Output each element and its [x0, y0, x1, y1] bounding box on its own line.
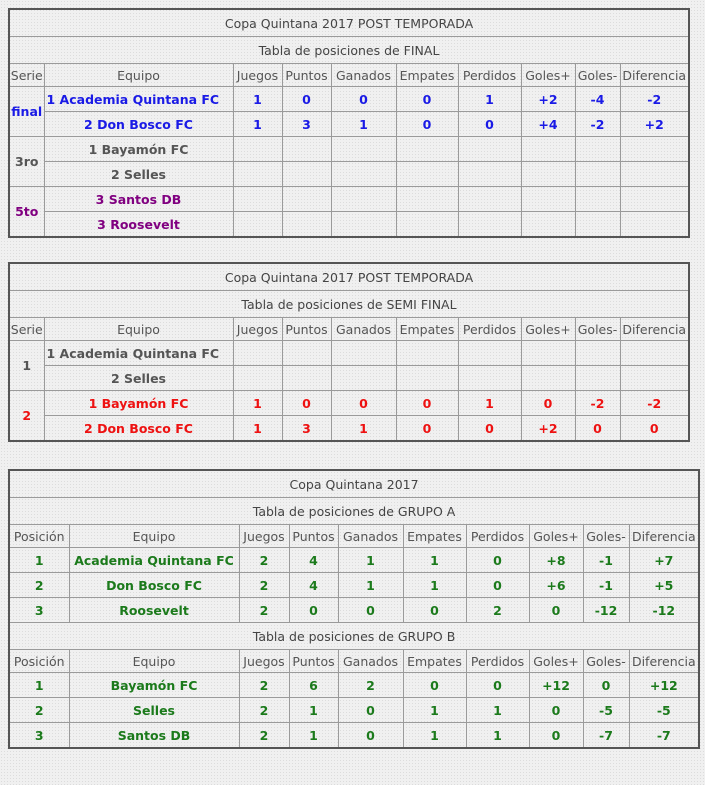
column-header: Goles+: [529, 650, 583, 673]
team-name: 2 Don Bosco FC: [44, 416, 233, 442]
stat-cell: 1: [403, 698, 466, 723]
stat-cell: 0: [338, 723, 403, 749]
stat-cell: -5: [629, 698, 699, 723]
stat-cell: 0: [289, 598, 338, 623]
stat-cell: 1: [233, 416, 282, 442]
stat-cell: [575, 366, 620, 391]
table-row: [9, 187, 689, 212]
table-row: [9, 673, 699, 698]
column-header: Goles+: [521, 64, 575, 87]
stat-cell: [575, 341, 620, 366]
stat-cell: -7: [583, 723, 629, 749]
stat-cell: 1: [289, 723, 338, 749]
stat-cell: [233, 137, 282, 162]
stat-cell: 0: [458, 416, 521, 442]
team-name: 1 Academia Quintana FC: [44, 87, 233, 112]
stat-cell: +2: [521, 87, 575, 112]
column-header: Empates: [396, 318, 458, 341]
column-header: Puntos: [289, 525, 338, 548]
semifinal-header-row: [9, 318, 689, 341]
stat-cell: 1: [289, 698, 338, 723]
column-header: Empates: [403, 650, 466, 673]
table-row: [9, 391, 689, 416]
column-header: Juegos: [239, 525, 289, 548]
stat-cell: -1: [583, 548, 629, 573]
group-a-header-row: [9, 525, 699, 548]
stat-cell: 0: [403, 598, 466, 623]
column-header: Goles-: [575, 64, 620, 87]
semifinal-subtitle: Tabla de posiciones de SEMI FINAL: [9, 291, 689, 318]
stat-cell: [458, 366, 521, 391]
column-header: Serie: [9, 318, 44, 341]
stat-cell: [521, 341, 575, 366]
final-header-row: [9, 64, 689, 87]
stat-cell: 0: [529, 598, 583, 623]
serie-label: final: [9, 87, 44, 137]
stat-cell: [620, 137, 689, 162]
column-header: Diferencia: [620, 64, 689, 87]
stat-cell: [575, 162, 620, 187]
stat-cell: 0: [529, 723, 583, 749]
stat-cell: [575, 187, 620, 212]
stat-cell: 1: [331, 416, 396, 442]
table-row: [9, 112, 689, 137]
position-cell: 1: [9, 548, 69, 573]
column-header: Puntos: [282, 318, 331, 341]
stat-cell: [396, 187, 458, 212]
final-standings-table: [8, 8, 690, 238]
team-name: Don Bosco FC: [69, 573, 239, 598]
serie-label: 5to: [9, 187, 44, 238]
team-name: Academia Quintana FC: [69, 548, 239, 573]
column-header: Perdidos: [466, 650, 529, 673]
table-row: [9, 698, 699, 723]
table-row: [9, 87, 689, 112]
stat-cell: 3: [282, 112, 331, 137]
column-header: Puntos: [282, 64, 331, 87]
stat-cell: 0: [396, 112, 458, 137]
stat-cell: [458, 341, 521, 366]
team-name: 2 Selles: [44, 366, 233, 391]
stat-cell: 0: [575, 416, 620, 442]
stat-cell: +12: [529, 673, 583, 698]
stat-cell: [458, 187, 521, 212]
stat-cell: [575, 212, 620, 238]
stat-cell: [458, 162, 521, 187]
stat-cell: 2: [466, 598, 529, 623]
stat-cell: [331, 187, 396, 212]
team-name: 1 Bayamón FC: [44, 137, 233, 162]
column-header: Juegos: [239, 650, 289, 673]
stat-cell: +12: [629, 673, 699, 698]
column-header: Perdidos: [458, 318, 521, 341]
table-row: [9, 598, 699, 623]
team-name: Santos DB: [69, 723, 239, 749]
stat-cell: 2: [239, 673, 289, 698]
stat-cell: -4: [575, 87, 620, 112]
stat-cell: [396, 212, 458, 238]
stat-cell: [458, 212, 521, 238]
stat-cell: 0: [331, 87, 396, 112]
stat-cell: -5: [583, 698, 629, 723]
stat-cell: -1: [583, 573, 629, 598]
table-row: [9, 548, 699, 573]
stat-cell: [282, 137, 331, 162]
column-header: Juegos: [233, 318, 282, 341]
table-row: [9, 366, 689, 391]
column-header: Equipo: [69, 650, 239, 673]
stat-cell: 0: [338, 698, 403, 723]
stat-cell: 0: [466, 673, 529, 698]
column-header: Equipo: [44, 318, 233, 341]
stat-cell: +2: [521, 416, 575, 442]
stat-cell: 0: [282, 391, 331, 416]
stat-cell: +8: [529, 548, 583, 573]
stat-cell: -2: [575, 112, 620, 137]
stat-cell: 2: [239, 548, 289, 573]
stat-cell: [620, 341, 689, 366]
stat-cell: [282, 341, 331, 366]
stat-cell: 2: [338, 673, 403, 698]
table-row: [9, 212, 689, 238]
stat-cell: 1: [338, 573, 403, 598]
stat-cell: [233, 212, 282, 238]
team-name: Roosevelt: [69, 598, 239, 623]
stat-cell: [282, 212, 331, 238]
stat-cell: 0: [331, 391, 396, 416]
stat-cell: +4: [521, 112, 575, 137]
stat-cell: +2: [620, 112, 689, 137]
stat-cell: 0: [396, 391, 458, 416]
table-row: [9, 573, 699, 598]
column-header: Ganados: [331, 64, 396, 87]
stat-cell: [331, 137, 396, 162]
serie-label: 3ro: [9, 137, 44, 187]
stat-cell: [521, 366, 575, 391]
stat-cell: 0: [466, 548, 529, 573]
stat-cell: 0: [396, 416, 458, 442]
column-header: Diferencia: [629, 650, 699, 673]
stat-cell: 1: [403, 573, 466, 598]
team-name: Bayamón FC: [69, 673, 239, 698]
group-standings-table: [8, 469, 700, 749]
team-name: 3 Roosevelt: [44, 212, 233, 238]
stat-cell: [521, 212, 575, 238]
stat-cell: [521, 137, 575, 162]
stat-cell: [282, 366, 331, 391]
stat-cell: 1: [233, 112, 282, 137]
stat-cell: 0: [403, 673, 466, 698]
column-header: Ganados: [338, 525, 403, 548]
stat-cell: 4: [289, 573, 338, 598]
stat-cell: 2: [239, 598, 289, 623]
stat-cell: [458, 137, 521, 162]
stat-cell: 2: [239, 723, 289, 749]
stat-cell: 2: [239, 573, 289, 598]
stat-cell: 4: [289, 548, 338, 573]
semifinal-title: Copa Quintana 2017 POST TEMPORADA: [9, 263, 689, 291]
semifinal-standings-table: [8, 262, 690, 442]
stat-cell: 0: [458, 112, 521, 137]
column-header: Goles+: [529, 525, 583, 548]
table-row: [9, 341, 689, 366]
column-header: Ganados: [338, 650, 403, 673]
column-header: Goles+: [521, 318, 575, 341]
stat-cell: [331, 341, 396, 366]
column-header: Empates: [396, 64, 458, 87]
stat-cell: [233, 187, 282, 212]
column-header: Posición: [9, 650, 69, 673]
column-header: Diferencia: [629, 525, 699, 548]
stat-cell: [331, 162, 396, 187]
stat-cell: 0: [620, 416, 689, 442]
stat-cell: 1: [233, 391, 282, 416]
stat-cell: 0: [583, 673, 629, 698]
stat-cell: -2: [620, 391, 689, 416]
position-cell: 3: [9, 723, 69, 749]
table-row: [9, 137, 689, 162]
column-header: Equipo: [44, 64, 233, 87]
column-header: Equipo: [69, 525, 239, 548]
stat-cell: [396, 162, 458, 187]
position-cell: 3: [9, 598, 69, 623]
team-name: 3 Santos DB: [44, 187, 233, 212]
stat-cell: 1: [338, 548, 403, 573]
stat-cell: -2: [620, 87, 689, 112]
stat-cell: 3: [282, 416, 331, 442]
stat-cell: 1: [403, 723, 466, 749]
stat-cell: [331, 212, 396, 238]
stat-cell: [396, 366, 458, 391]
group-b-subtitle: Tabla de posiciones de GRUPO B: [9, 623, 699, 650]
final-subtitle: Tabla de posiciones de FINAL: [9, 37, 689, 64]
stat-cell: [233, 162, 282, 187]
stat-cell: 1: [466, 698, 529, 723]
column-header: Juegos: [233, 64, 282, 87]
stat-cell: [620, 187, 689, 212]
stat-cell: [331, 366, 396, 391]
stat-cell: [521, 162, 575, 187]
stat-cell: 1: [331, 112, 396, 137]
stat-cell: [233, 341, 282, 366]
serie-label: 2: [9, 391, 44, 442]
column-header: Diferencia: [620, 318, 689, 341]
stat-cell: [233, 366, 282, 391]
stat-cell: 0: [521, 391, 575, 416]
team-name: 2 Selles: [44, 162, 233, 187]
stat-cell: -2: [575, 391, 620, 416]
column-header: Goles-: [583, 525, 629, 548]
column-header: Goles-: [575, 318, 620, 341]
stat-cell: 6: [289, 673, 338, 698]
team-name: Selles: [69, 698, 239, 723]
stat-cell: +7: [629, 548, 699, 573]
stat-cell: 1: [458, 391, 521, 416]
stat-cell: 0: [466, 573, 529, 598]
column-header: Empates: [403, 525, 466, 548]
column-header: Perdidos: [458, 64, 521, 87]
stat-cell: [620, 212, 689, 238]
stat-cell: [396, 341, 458, 366]
stat-cell: 1: [233, 87, 282, 112]
stat-cell: 1: [458, 87, 521, 112]
group-b-header-row: [9, 650, 699, 673]
table-row: [9, 162, 689, 187]
stat-cell: 1: [466, 723, 529, 749]
stat-cell: 0: [282, 87, 331, 112]
column-header: Goles-: [583, 650, 629, 673]
stat-cell: [620, 366, 689, 391]
stat-cell: -12: [583, 598, 629, 623]
position-cell: 2: [9, 698, 69, 723]
serie-label: 1: [9, 341, 44, 391]
column-header: Perdidos: [466, 525, 529, 548]
stat-cell: [282, 162, 331, 187]
column-header: Posición: [9, 525, 69, 548]
stat-cell: 0: [529, 698, 583, 723]
stat-cell: [396, 137, 458, 162]
stat-cell: [575, 137, 620, 162]
stat-cell: 0: [396, 87, 458, 112]
stat-cell: 1: [403, 548, 466, 573]
position-cell: 2: [9, 573, 69, 598]
table-row: [9, 416, 689, 442]
position-cell: 1: [9, 673, 69, 698]
stat-cell: [282, 187, 331, 212]
stat-cell: [521, 187, 575, 212]
team-name: 1 Bayamón FC: [44, 391, 233, 416]
column-header: Ganados: [331, 318, 396, 341]
stat-cell: [620, 162, 689, 187]
team-name: 1 Academia Quintana FC: [44, 341, 233, 366]
stat-cell: -7: [629, 723, 699, 749]
group-a-subtitle: Tabla de posiciones de GRUPO A: [9, 498, 699, 525]
stat-cell: 2: [239, 698, 289, 723]
column-header: Serie: [9, 64, 44, 87]
team-name: 2 Don Bosco FC: [44, 112, 233, 137]
stat-cell: 0: [338, 598, 403, 623]
stat-cell: +5: [629, 573, 699, 598]
final-title: Copa Quintana 2017 POST TEMPORADA: [9, 9, 689, 37]
column-header: Puntos: [289, 650, 338, 673]
groups-title: Copa Quintana 2017: [9, 470, 699, 498]
table-row: [9, 723, 699, 749]
stat-cell: +6: [529, 573, 583, 598]
stat-cell: -12: [629, 598, 699, 623]
